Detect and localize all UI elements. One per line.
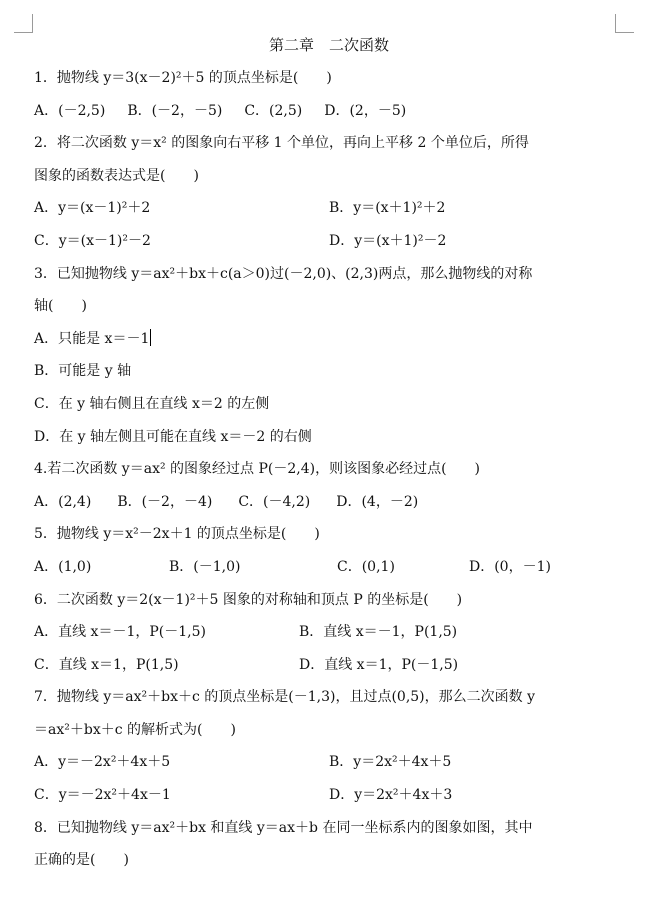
option-a: A．直线 x＝－1，P(－1,5) [34, 624, 206, 641]
text-cursor [150, 329, 151, 346]
question-6-options-row-2 [34, 649, 624, 682]
question-3-option-b: B．可能是 y 轴 [34, 363, 132, 380]
question-8-stem-line-1: 8．已知抛物线 y＝ax²＋bx 和直线 y＝ax＋b 在同一坐标系内的图象如图，其中 [34, 819, 533, 836]
question-3-option-d: D．在 y 轴左侧且可能在直线 x＝－2 的右侧 [34, 428, 312, 445]
question-2-options-row-2 [34, 225, 624, 258]
question-4-options [34, 486, 624, 519]
question-2-stem-line-2: 图象的函数表达式是( ) [34, 167, 199, 184]
option-c: C．直线 x＝1，P(1,5) [34, 656, 179, 673]
question-8-stem-line-2: 正确的是( ) [34, 852, 129, 869]
option-c: C．(－4,2) [238, 493, 311, 510]
option-d: D．y＝2x²＋4x＋3 [329, 787, 453, 804]
question-7-stem-line-2: ＝ax²＋bx＋c 的解析式为( ) [34, 721, 236, 738]
question-1-options [34, 95, 624, 128]
option-a: A．(2,4) [34, 493, 92, 510]
question-2-stem-line-1: 2．将二次函数 y＝x² 的图象向右平移 1 个单位，再向上平移 2 个单位后，所得 [34, 135, 529, 152]
option-b: B．(－1,0) [169, 558, 241, 575]
question-2-options-row-1 [34, 192, 624, 225]
option-a: A．(－2,5) [34, 102, 106, 119]
option-c: C．(0,1) [337, 558, 395, 575]
option-b: B．y＝(x＋1)²＋2 [329, 200, 446, 217]
question-3-option-c: C．在 y 轴右侧且在直线 x＝2 的左侧 [34, 395, 270, 412]
option-a: A．只能是 x＝－1 [34, 330, 150, 347]
option-d: D．(4，－2) [336, 493, 419, 510]
option-a: A．y＝－2x²＋4x＋5 [34, 754, 171, 771]
question-7-options-row-2 [34, 779, 624, 812]
question-4-stem: 4.若二次函数 y＝ax² 的图象经过点 P(－2,4)，则该图象必经过点( ) [34, 461, 481, 478]
option-a: A．(1,0) [34, 558, 92, 575]
option-c: C．y＝(x－1)²－2 [34, 232, 151, 249]
option-c: C．y＝－2x²＋4x－1 [34, 787, 171, 804]
page-corner-mark-top-left [14, 14, 33, 33]
question-6-options-row-1 [34, 616, 624, 649]
option-c: C．(2,5) [244, 102, 303, 119]
question-1-stem: 1．抛物线 y＝3(x－2)²＋5 的顶点坐标是( ) [34, 70, 332, 86]
question-3-option-a-line [34, 323, 624, 356]
option-d: D．(0，－1) [469, 558, 551, 575]
chapter-title: 第二章 二次函数 [268, 36, 389, 54]
option-a: A．y＝(x－1)²＋2 [34, 200, 151, 217]
option-d: D．(2，－5) [324, 102, 407, 119]
document-page [34, 28, 624, 877]
option-b: B．(－2，－5) [127, 102, 223, 119]
question-3-stem-line-1: 3．已知抛物线 y＝ax²＋bx＋c(a＞0)过(－2,0)、(2,3)两点，那么抛物线的对称 [34, 265, 533, 282]
option-d: D．y＝(x＋1)²－2 [329, 232, 447, 249]
question-5-stem: 5．抛物线 y＝x²－2x＋1 的顶点坐标是( ) [34, 526, 320, 543]
option-b: B．直线 x＝－1，P(1,5) [299, 624, 458, 641]
question-7-stem-line-1: 7．抛物线 y＝ax²＋bx＋c 的顶点坐标是(－1,3)，且过点(0,5)，那么二次函数 y [34, 689, 536, 706]
option-d: D．直线 x＝1，P(－1,5) [299, 656, 459, 673]
question-7-options-row-1 [34, 746, 624, 779]
option-b: B．y＝2x²＋4x＋5 [329, 754, 452, 771]
question-6-stem: 6．二次函数 y＝2(x－1)²＋5 图象的对称轴和顶点 P 的坐标是( ) [34, 591, 463, 608]
question-5-options [34, 551, 624, 584]
question-3-stem-line-2: 轴( ) [34, 298, 87, 315]
option-b: B．(－2，－4) [117, 493, 213, 510]
